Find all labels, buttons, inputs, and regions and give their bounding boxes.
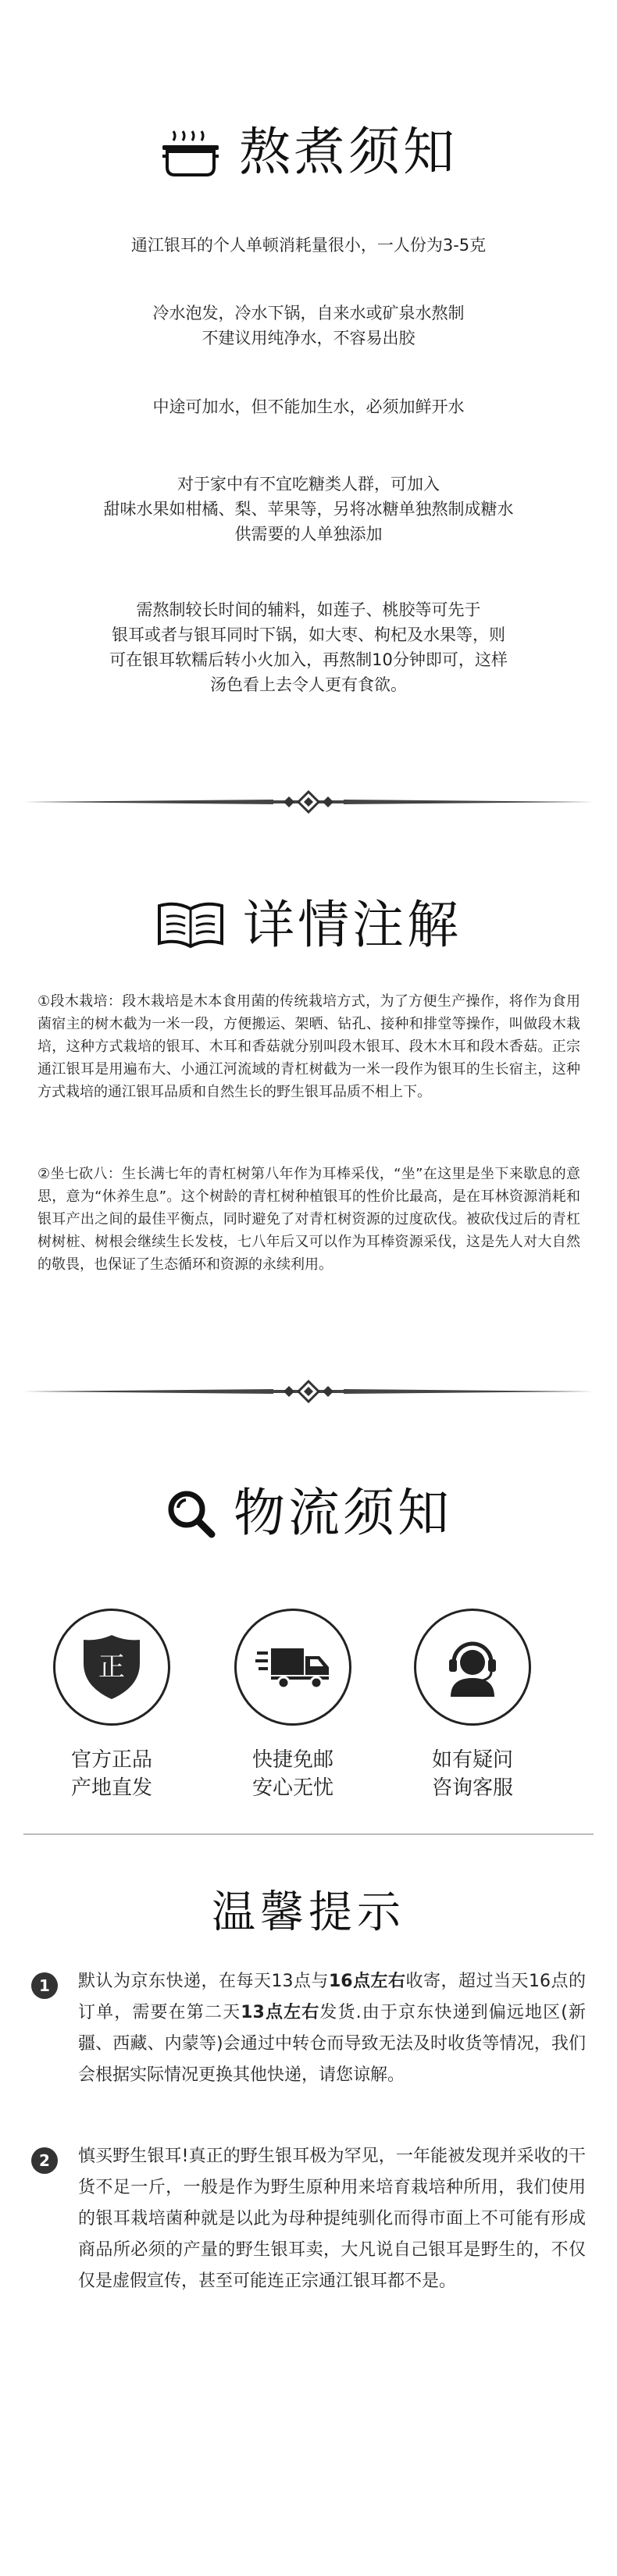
shield-icon [80, 1632, 143, 1702]
cooking-paragraph-4: 对于家中有不宜吃糖类人群，可加入 甜味水果如柑橘、梨、苹果等，另将冰糖单独熬制成糖水 供需要的人单独添加 [103, 475, 514, 543]
ornament-divider-2 [23, 1380, 594, 1403]
service-support-label: 如有疑问 咨询客服 [431, 1748, 513, 1800]
service-shipping-circle [234, 1609, 351, 1726]
open-book-icon [155, 898, 226, 953]
cooking-section-title [0, 122, 617, 182]
detail-paragraph-2: ②坐七砍八：生长满七年的青杠树第八年作为耳棒采伐，“坐”在这里是坐下来歇息的意思，意为“休养生息”。这个树龄的青杠树种植银耳的性价比最高，是在耳林资源消耗和银耳产出之间的最佳平衡点，同时避免了对青杠树资源的过度砍伐。被砍伐过后的青杠树树桩、树根会继续生长发枝，七八年后又可以作为耳棒资源采伐，这是先人对大自然的敬畏，也保证了生态循环和资源的永续利用。 [37, 1166, 580, 1273]
service-shipping-label: 快捷免邮 安心无忧 [251, 1748, 333, 1800]
logistics-title: 物流须知 [234, 1483, 452, 1543]
details-title: 详情注解 [243, 895, 462, 955]
service-official-label: 官方正品 产地直发 [70, 1748, 152, 1800]
tip-number-1: 1 [31, 1972, 58, 1999]
tip-number-2: 2 [31, 2147, 58, 2174]
service-support-circle [414, 1609, 531, 1726]
tips-title: 温馨提示 [212, 1887, 405, 1938]
ornament-divider-1 [23, 790, 594, 814]
delivery-truck-icon [255, 1644, 330, 1691]
cooking-pot-icon [159, 125, 222, 180]
cooking-paragraph-2: 冷水泡发，冷水下锅，自来水或矿泉水熬制 不建议用纯净水，不容易出胶 [152, 304, 465, 347]
customer-service-icon [441, 1636, 504, 1698]
details-section-title [0, 895, 617, 955]
cooking-paragraph-1: 通江银耳的个人单顿消耗量很小，一人份为3-5克 [130, 236, 487, 255]
cooking-paragraph-3: 中途可加水，但不能加生水，必须加鲜开水 [152, 397, 465, 416]
cooking-title: 熬煮须知 [239, 122, 458, 182]
detail-paragraph-1: ①段木栽培：段木栽培是木本食用菌的传统栽培方式，为了方便生产操作，将作为食用菌宿主的树木截为一米一段，方便搬运、架晒、钻孔、接种和排堂等操作，叫做段木栽培，这种方式栽培的银耳、木耳和香菇就分别叫段木银耳、段木木耳和段木香菇。正宗通江银耳是用遍布大、小通江河流域的青杠树截为一米一段作为银耳的生长宿主，这种方式栽培的通江银耳品质和自然生长的野生银耳品质不相上下。 [37, 993, 580, 1100]
service-official-circle [53, 1609, 170, 1726]
logistics-section-title [0, 1483, 617, 1543]
magnifier-icon [165, 1488, 216, 1539]
shield-badge-text: 正 [98, 1651, 125, 1683]
tip-text-2: 慎买野生银耳!真正的野生银耳极为罕见，一年能被发现并采收的干货不足一斤，一般是作为野生原种用来培育栽培种所用，我们使用的银耳栽培菌种就是以此为母种提纯驯化而得市面上不可能有形成商品所必须的产量的野生银耳卖，大凡说自己银耳是野生的，不仅仅是虚假宣传，甚至可能连正宗通江银耳都不是。 [78, 2147, 586, 2291]
cooking-paragraph-5: 需熬制较长时间的辅料，如莲子、桃胶等可先于 银耳或者与银耳同时下锅，如大枣、枸杞及水果等，则 可在银耳软糯后转小火加入，再熬制10分钟即可，这样 汤色看上去令人更有食欲。 [109, 600, 508, 694]
section-rule [23, 1833, 594, 1835]
tip-text-1: 默认为京东快递，在每天13点与16点左右收寄，超过当天16点的订单，需要在第二天13点左右发货.由于京东快递到偏远地区(新疆、西藏、内蒙等)会通过中转仓而导致无法及时收货等情况，我们会根据实际情况更换其他快递，请您谅解。 [78, 1972, 587, 2085]
